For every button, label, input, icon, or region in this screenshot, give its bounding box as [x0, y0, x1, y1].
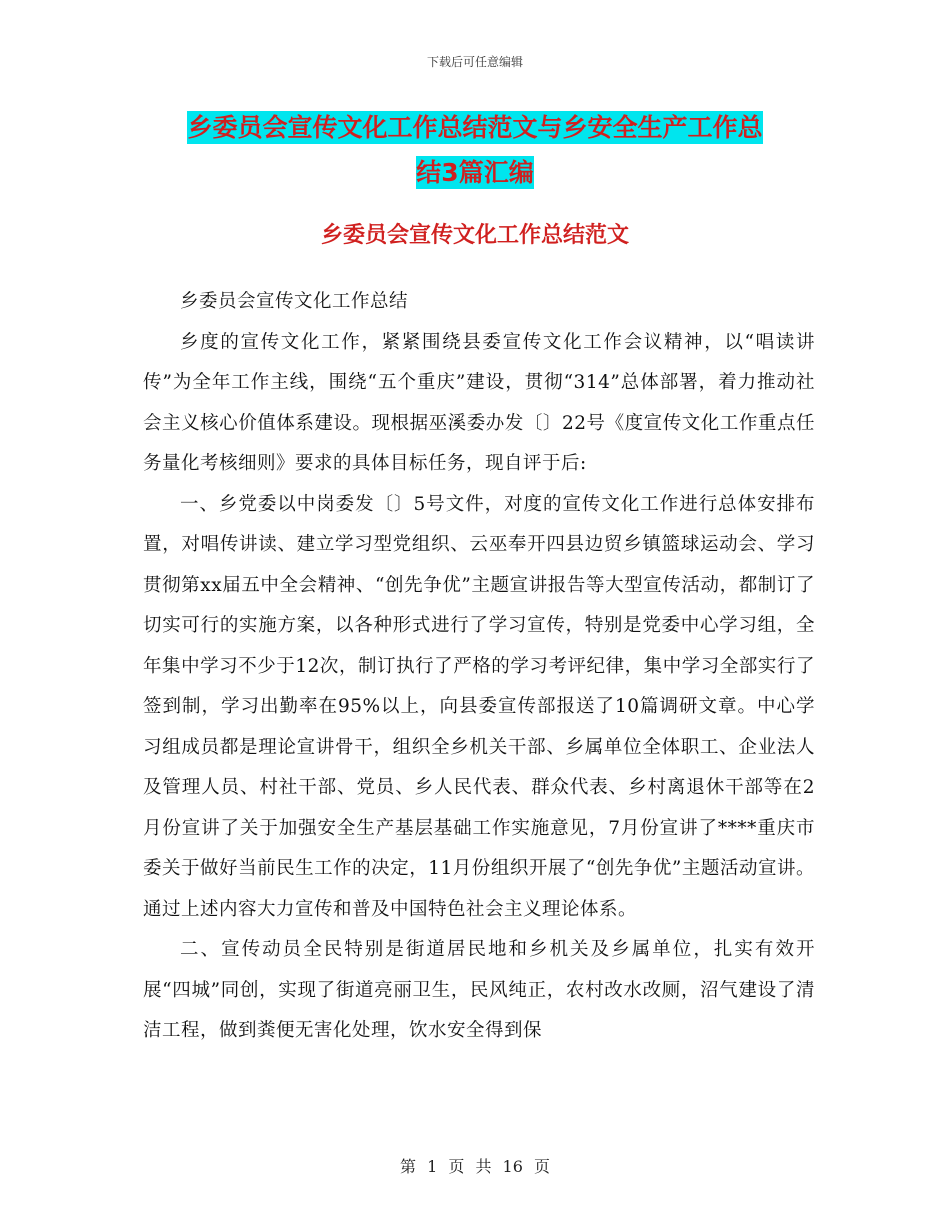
document-body	[143, 282, 815, 1052]
paragraph-subtitle: 乡委员会宣传文化工作总结	[180, 291, 409, 312]
paragraph-intro: 乡度的宣传文化工作，紧紧围绕县委宣传文化工作会议精神，以“唱读讲传”为全年工作主线，围绕“五个重庆”建设，贯彻“314”总体部署，着力推动社会主义核心价值体系建设。现根据巫溪委办发〔〕22号《度宣传文化工作重点任务量化考核细则》要求的具体目标任务，现自评于后:	[143, 331, 815, 474]
paragraph-section-2: 二、宣传动员全民特别是街道居民地和乡机关及乡属单位，扎实有效开展“四城”同创，实现了街道亮丽卫生，民风纯正，农村改水改厕，沼气建设了清洁工程，做到粪便无害化处理，饮水安全得到保	[143, 939, 815, 1041]
page-header: 下载后可任意编辑	[426, 55, 523, 69]
paragraph-section-1: 一、乡党委以中岗委发〔〕5号文件，对度的宣传文化工作进行总体安排布置，对唱传讲读、建立学习型党组织、云巫奉开四县边贸乡镇篮球运动会、学习贯彻第xx届五中全会精神、“创先争优”主题宣讲报告等大型宣传活动，都制订了切实可行的实施方案，以各种形式进行了学习宣传，特别是党委中心学习组，全年集中学习不少于12次，制订执行了严格的学习考评纪律，集中学习全部实行了签到制，学习出勤率在95%以上，向县委宣传部报送了10篇调研文章。中心学习组成员都是理论宣讲骨干，组织全乡机关干部、乡属单位全体职工、企业法人及管理人员、村社干部、党员、乡人民代表、群众代表、乡村离退休干部等在2月份宣讲了关于加强安全生产基层基础工作实施意见，7月份宣讲了****重庆市委关于做好当前民生工作的决定，11月份组织开展了“创先争优”主题活动宣讲。通过上述内容大力宣传和普及中国特色社会主义理论体系。	[143, 493, 815, 920]
document-title-line-2	[150, 145, 800, 201]
document-title-line-2-text: 结3篇汇编	[416, 158, 534, 187]
document-title-line-1-text: 乡委员会宣传文化工作总结范文与乡安全生产工作总	[187, 113, 763, 142]
section-heading: 乡委员会宣传文化工作总结范文	[320, 223, 629, 248]
page-footer: 第 1 页 共 16 页	[400, 1157, 550, 1176]
